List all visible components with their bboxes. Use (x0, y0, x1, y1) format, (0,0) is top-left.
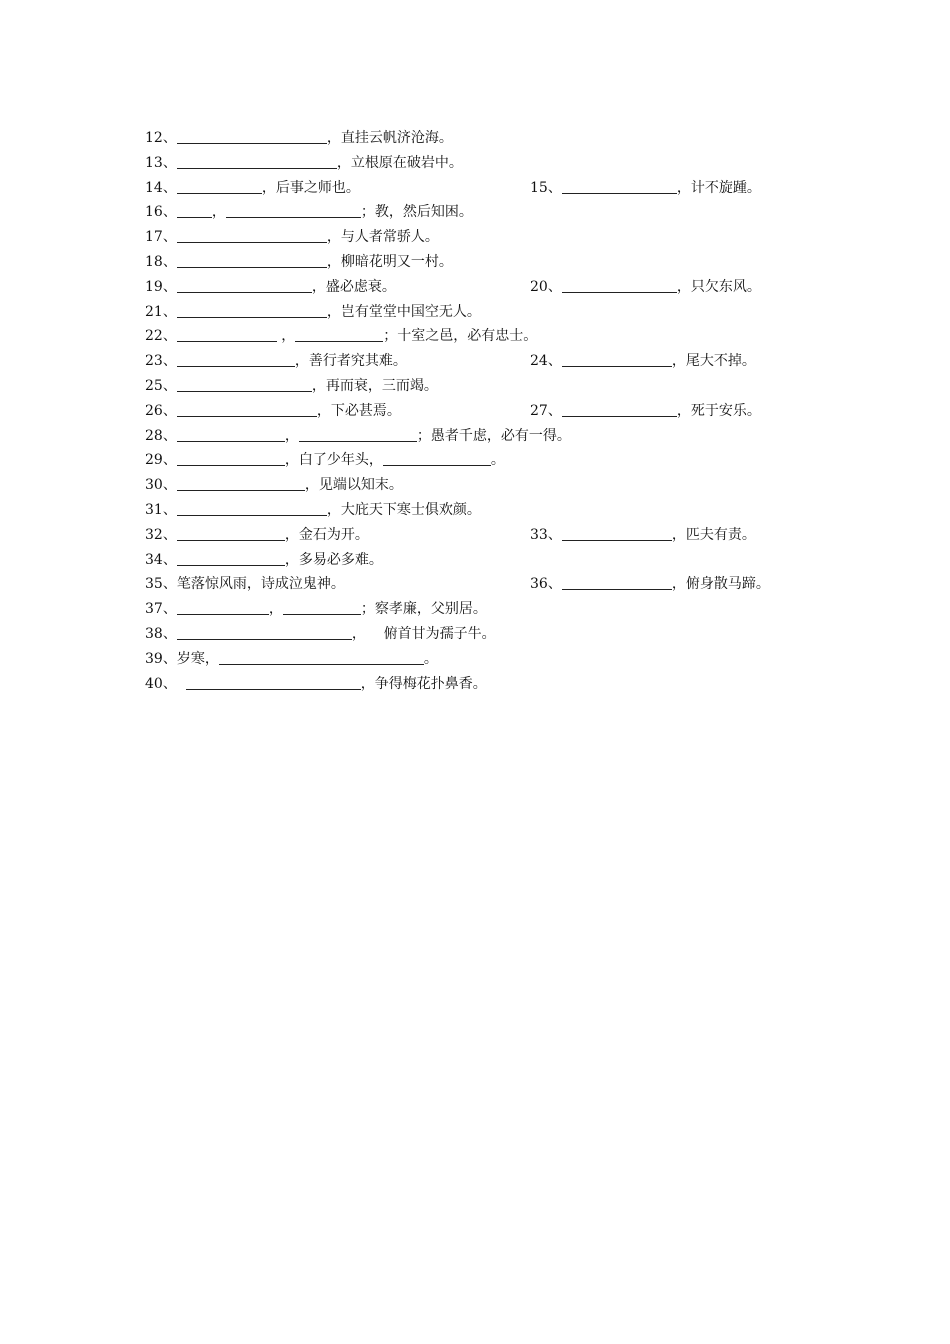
question-text: ，立根原在破岩中。 (336, 154, 463, 171)
question-number: 39、 (145, 650, 177, 667)
question-number: 36、 (530, 576, 562, 593)
question-number: 12、 (145, 130, 177, 146)
question-number: 38、 (145, 626, 177, 642)
question-text: 。 (423, 650, 438, 667)
question-text: ，后事之师也。 (261, 179, 360, 196)
question-item (145, 349, 407, 373)
question-item (145, 176, 360, 200)
question-item (145, 200, 473, 224)
answer-blank[interactable] (177, 151, 337, 169)
question-text: ；教，然后知困。 (360, 204, 473, 221)
answer-blank[interactable] (219, 647, 424, 665)
question-row (0, 473, 950, 497)
question-text: ，多易必多难。 (284, 551, 383, 568)
answer-blank[interactable] (177, 523, 285, 541)
question-item (530, 349, 756, 373)
answer-blank[interactable] (177, 176, 262, 194)
question-text: ， (276, 328, 296, 345)
question-row (0, 572, 950, 596)
question-item (145, 126, 453, 150)
question-row (0, 349, 950, 373)
question-number: 33、 (530, 526, 562, 543)
question-number: 32、 (145, 526, 177, 543)
question-number: 23、 (145, 353, 177, 370)
answer-blank[interactable] (562, 349, 672, 367)
answer-blank[interactable] (177, 349, 295, 367)
question-row (0, 597, 950, 621)
question-text: 笔落惊风雨，诗成泣鬼神。 (176, 576, 345, 593)
answer-blank[interactable] (177, 374, 312, 392)
question-row (0, 399, 950, 423)
question-number: 27、 (530, 402, 562, 419)
question-text: ， (211, 204, 226, 221)
answer-blank[interactable] (177, 250, 327, 268)
answer-blank[interactable] (562, 275, 677, 293)
question-text: ；愚者千虑，必有一得。 (416, 427, 571, 444)
answer-blank[interactable] (177, 300, 327, 318)
question-number: 22、 (145, 328, 177, 345)
question-row (0, 374, 950, 398)
question-item (145, 151, 463, 175)
question-item (145, 572, 345, 596)
question-row (0, 250, 950, 274)
answer-blank[interactable] (299, 424, 417, 442)
question-number: 15、 (530, 179, 562, 196)
question-item (145, 275, 396, 299)
answer-blank[interactable] (562, 176, 677, 194)
answer-blank[interactable] (177, 548, 285, 566)
question-item (145, 399, 401, 423)
answer-blank[interactable] (177, 126, 327, 144)
question-row (0, 176, 950, 200)
question-item (530, 523, 756, 547)
question-item (145, 300, 481, 324)
answer-blank[interactable] (177, 597, 269, 615)
question-item (530, 275, 761, 299)
question-item (145, 523, 369, 547)
answer-blank[interactable] (186, 672, 361, 690)
question-row (0, 324, 950, 348)
question-row (0, 523, 950, 547)
question-number: 25、 (145, 378, 177, 394)
question-text: 。 (490, 452, 505, 469)
question-text: ，金石为开。 (284, 526, 369, 543)
answer-blank[interactable] (177, 399, 317, 417)
question-item (145, 424, 571, 448)
question-row (0, 498, 950, 522)
question-text: ， 俯首甘为孺子牛。 (351, 626, 496, 642)
question-number: 26、 (145, 402, 177, 419)
question-number: 31、 (145, 502, 177, 518)
question-text: ，匹夫有责。 (671, 526, 756, 543)
question-item (145, 647, 438, 671)
question-row (0, 672, 950, 696)
question-text: ， (284, 427, 299, 444)
answer-blank[interactable] (177, 424, 285, 442)
question-item (145, 448, 505, 472)
question-number: 30、 (145, 477, 177, 494)
question-row (0, 200, 950, 224)
question-number: 16、 (145, 204, 177, 221)
question-text: ；十室之邑，必有忠士。 (383, 328, 538, 345)
answer-blank[interactable] (562, 572, 672, 590)
question-number: 35、 (145, 576, 177, 593)
question-item (530, 572, 770, 596)
question-item (145, 672, 487, 696)
question-item (145, 473, 403, 497)
question-item (145, 250, 453, 274)
question-text: ，大庇天下寒士俱欢颜。 (326, 502, 481, 518)
question-text: ，见端以知末。 (304, 477, 403, 494)
question-row (0, 225, 950, 249)
question-number: 40、 (145, 675, 177, 692)
question-text: ，直挂云帆济沧海。 (326, 130, 453, 146)
answer-blank[interactable] (226, 200, 361, 218)
question-number: 37、 (145, 601, 177, 618)
answer-blank[interactable] (562, 399, 677, 417)
question-number: 14、 (145, 179, 177, 196)
question-item (530, 176, 761, 200)
question-item (145, 498, 481, 522)
answer-blank[interactable] (177, 200, 212, 218)
question-number: 29、 (145, 452, 177, 469)
question-number: 24、 (530, 353, 562, 370)
question-text: ，俯身散马蹄。 (671, 576, 770, 593)
question-text: 岁寒， (176, 650, 219, 667)
question-number: 13、 (145, 154, 177, 171)
question-text (177, 672, 186, 696)
question-row (0, 275, 950, 299)
question-text: ，下必甚焉。 (316, 402, 401, 419)
question-text: ，争得梅花扑鼻香。 (360, 675, 487, 692)
question-item (530, 399, 761, 423)
answer-blank[interactable] (177, 473, 305, 491)
question-item (145, 225, 439, 249)
question-row (0, 300, 950, 324)
question-text: ，盛必虑衰。 (311, 278, 396, 295)
question-number: 17、 (145, 229, 177, 246)
answer-blank[interactable] (283, 597, 361, 615)
question-text: ，死于安乐。 (676, 402, 761, 419)
answer-blank[interactable] (177, 275, 312, 293)
question-row (0, 548, 950, 572)
question-item (145, 374, 438, 398)
question-item (145, 548, 383, 572)
question-item (145, 324, 537, 348)
question-number: 28、 (145, 427, 177, 444)
question-text: ，善行者究其难。 (294, 353, 407, 370)
answer-blank[interactable] (295, 324, 383, 342)
question-number: 21、 (145, 303, 177, 320)
question-text: ，岂有堂堂中国空无人。 (326, 303, 481, 320)
question-text: ，只欠东风。 (676, 278, 761, 295)
question-number: 34、 (145, 551, 177, 568)
question-text: ， (268, 601, 283, 618)
question-row (0, 647, 950, 671)
question-row (0, 151, 950, 175)
question-item (145, 597, 487, 621)
question-text: ，尾大不掉。 (671, 353, 756, 370)
answer-blank[interactable] (177, 622, 352, 640)
question-row (0, 424, 950, 448)
question-item (145, 622, 496, 646)
answer-blank[interactable] (383, 448, 491, 466)
question-row (0, 622, 950, 646)
question-text: ，白了少年头， (284, 452, 383, 469)
question-number: 18、 (145, 254, 177, 270)
question-row (0, 448, 950, 472)
question-text: ，柳暗花明又一村。 (326, 254, 453, 270)
answer-blank[interactable] (177, 324, 277, 342)
question-text: ，与人者常骄人。 (326, 229, 439, 246)
question-text: ；察孝廉，父别居。 (360, 601, 487, 618)
answer-blank[interactable] (177, 225, 327, 243)
answer-blank[interactable] (562, 523, 672, 541)
answer-blank[interactable] (177, 448, 285, 466)
question-text: ，计不旋踵。 (676, 179, 761, 196)
answer-blank[interactable] (177, 498, 327, 516)
question-row (0, 126, 950, 150)
question-number: 19、 (145, 278, 177, 295)
question-text: ，再而衰，三而竭。 (311, 378, 438, 394)
question-number: 20、 (530, 278, 562, 295)
